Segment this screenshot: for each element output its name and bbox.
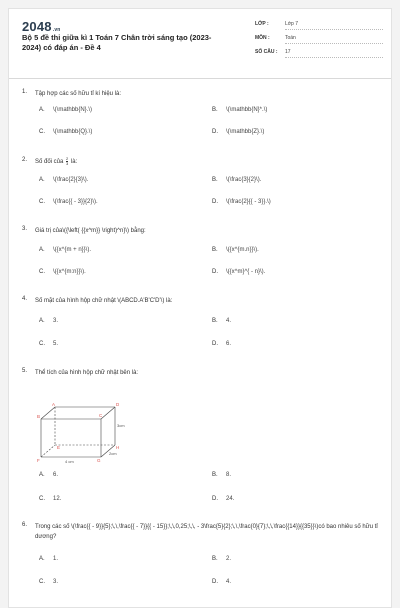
- option-letter: D.: [212, 199, 218, 205]
- option-letter: B.: [212, 472, 218, 478]
- option-text: \(\mathbb{Q}.\): [53, 129, 93, 135]
- option-letter: D.: [212, 341, 218, 347]
- option-text: 2.: [226, 556, 232, 562]
- question-number: 4.: [22, 296, 28, 302]
- fraction-denominator: 3: [66, 161, 69, 166]
- vertex-label: E: [57, 445, 61, 450]
- option-letter: C.: [39, 496, 45, 502]
- option-text: \(\mathbb{N}*.\): [226, 107, 268, 113]
- vertex-label: B: [37, 414, 41, 419]
- question-text-lead: Số đối của: [35, 159, 64, 166]
- document-page: [8, 8, 392, 608]
- meta-grade: [255, 18, 387, 32]
- option-text: 1.: [53, 556, 59, 562]
- meta-count: [255, 46, 387, 60]
- option-text: 4.: [226, 318, 232, 324]
- option-text: \(\frac{3}{2}\).: [226, 177, 262, 183]
- option-text: 8.: [226, 472, 232, 478]
- option-letter: A.: [39, 107, 45, 113]
- vertex-label: H: [116, 445, 120, 450]
- logo-text: 2048: [22, 19, 52, 34]
- option-text: 3.: [53, 318, 59, 324]
- meta-grade-label: LỚP :: [255, 21, 269, 27]
- question-text: Giá trị của\({\left( {{x^m}} \right)^n}\) bằng:: [35, 228, 146, 234]
- question-text: Số mặt của hình hộp chữ nhật \(ABCD.A'B'C'D'\) là:: [35, 298, 173, 304]
- logo-suffix: .vn: [52, 27, 61, 33]
- option-letter: C.: [39, 341, 45, 347]
- question-text-tail: là:: [70, 159, 78, 166]
- question-number: 6.: [22, 522, 28, 528]
- option-letter: D.: [212, 269, 218, 275]
- meta-count-value: 17: [285, 49, 383, 58]
- option-text: 4.: [226, 579, 232, 585]
- option-text: \(\mathbb{N}.\): [53, 107, 93, 113]
- dimension-label: 3cm: [117, 423, 125, 428]
- option-text: 5.: [53, 341, 59, 347]
- option-letter: C.: [39, 129, 45, 135]
- option-letter: A.: [39, 318, 45, 324]
- option-text: \(\frac{2}{3}\).: [53, 177, 89, 183]
- question-text: Thể tích của hình hộp chữ nhật bên là:: [35, 370, 139, 376]
- document-header: [9, 9, 391, 79]
- option-letter: B.: [212, 318, 218, 324]
- vertex-label: C: [99, 413, 103, 418]
- question-number: 1.: [22, 89, 28, 95]
- inline-fraction: [66, 157, 68, 166]
- document-meta: [255, 18, 387, 60]
- vertex-label: A: [52, 403, 56, 407]
- meta-subject-value: Toán: [285, 35, 383, 44]
- option-text: \({x^m}^{ - n}\).: [226, 269, 266, 275]
- option-letter: B.: [212, 556, 218, 562]
- question-number: 5.: [22, 368, 28, 374]
- dimension-label: 4 cm: [65, 459, 74, 464]
- vertex-label: G: [97, 458, 101, 463]
- vertex-label: D: [116, 403, 120, 407]
- option-text: \(\frac{2}{{ - 3}}.\): [226, 199, 271, 205]
- meta-subject-label: MÔN :: [255, 35, 270, 41]
- option-text: \(\mathbb{Z}.\): [226, 129, 265, 135]
- rectangular-box-figure: [35, 403, 125, 467]
- question-text: Trong các số \(\frac{{ - 9}}{5};\,\,\frac{{ - 7}}{{ - 15}};\,\,0,25;\,\, - 3\frac{5}{2};\,\,\frac{0}{7};\,\,\frac{{14}}{{35}}\)có bao nhiêu số hữu tỉ dương?: [35, 524, 378, 540]
- option-letter: D.: [212, 579, 218, 585]
- vertex-label: F: [37, 458, 40, 463]
- option-text: 3.: [53, 579, 59, 585]
- option-letter: C.: [39, 269, 45, 275]
- question-number: 3.: [22, 226, 28, 232]
- option-letter: D.: [212, 129, 218, 135]
- site-logo[interactable]: [22, 19, 61, 34]
- option-letter: A.: [39, 247, 45, 253]
- option-text: 6.: [53, 472, 59, 478]
- meta-count-label: SỐ CÂU :: [255, 49, 278, 55]
- option-text: 12.: [53, 496, 62, 502]
- option-letter: B.: [212, 177, 218, 183]
- option-letter: A.: [39, 556, 45, 562]
- option-letter: A.: [39, 177, 45, 183]
- option-letter: C.: [39, 199, 45, 205]
- option-text: 6.: [226, 341, 232, 347]
- box-edge: [101, 407, 115, 419]
- option-letter: A.: [39, 472, 45, 478]
- option-letter: B.: [212, 247, 218, 253]
- option-letter: C.: [39, 579, 45, 585]
- option-text: \({x^{m + n}}\).: [53, 247, 92, 253]
- option-text: \({x^{m:n}}\).: [53, 269, 86, 275]
- box-edge: [41, 407, 55, 419]
- option-text: \(\frac{{ - 3}}{2}\).: [53, 199, 98, 205]
- hidden-edge: [41, 445, 55, 457]
- fraction-numerator: 2: [66, 156, 69, 161]
- question-number: 2.: [22, 157, 28, 163]
- option-letter: D.: [212, 496, 218, 502]
- option-text: 24.: [226, 496, 235, 502]
- dimension-label: 2cm: [109, 451, 117, 456]
- meta-subject: [255, 32, 387, 46]
- option-text: \({x^{m.n}}\).: [226, 247, 259, 253]
- option-letter: B.: [212, 107, 218, 113]
- meta-grade-value: Lớp 7: [285, 21, 383, 30]
- question-text: Tập hợp các số hữu tỉ kí hiệu là:: [35, 91, 121, 97]
- question-text: [35, 157, 380, 167]
- document-title: Bộ 5 đề thi giữa kì 1 Toán 7 Chân trời sáng tạo (2023-2024) có đáp án - Đề 4: [22, 33, 212, 52]
